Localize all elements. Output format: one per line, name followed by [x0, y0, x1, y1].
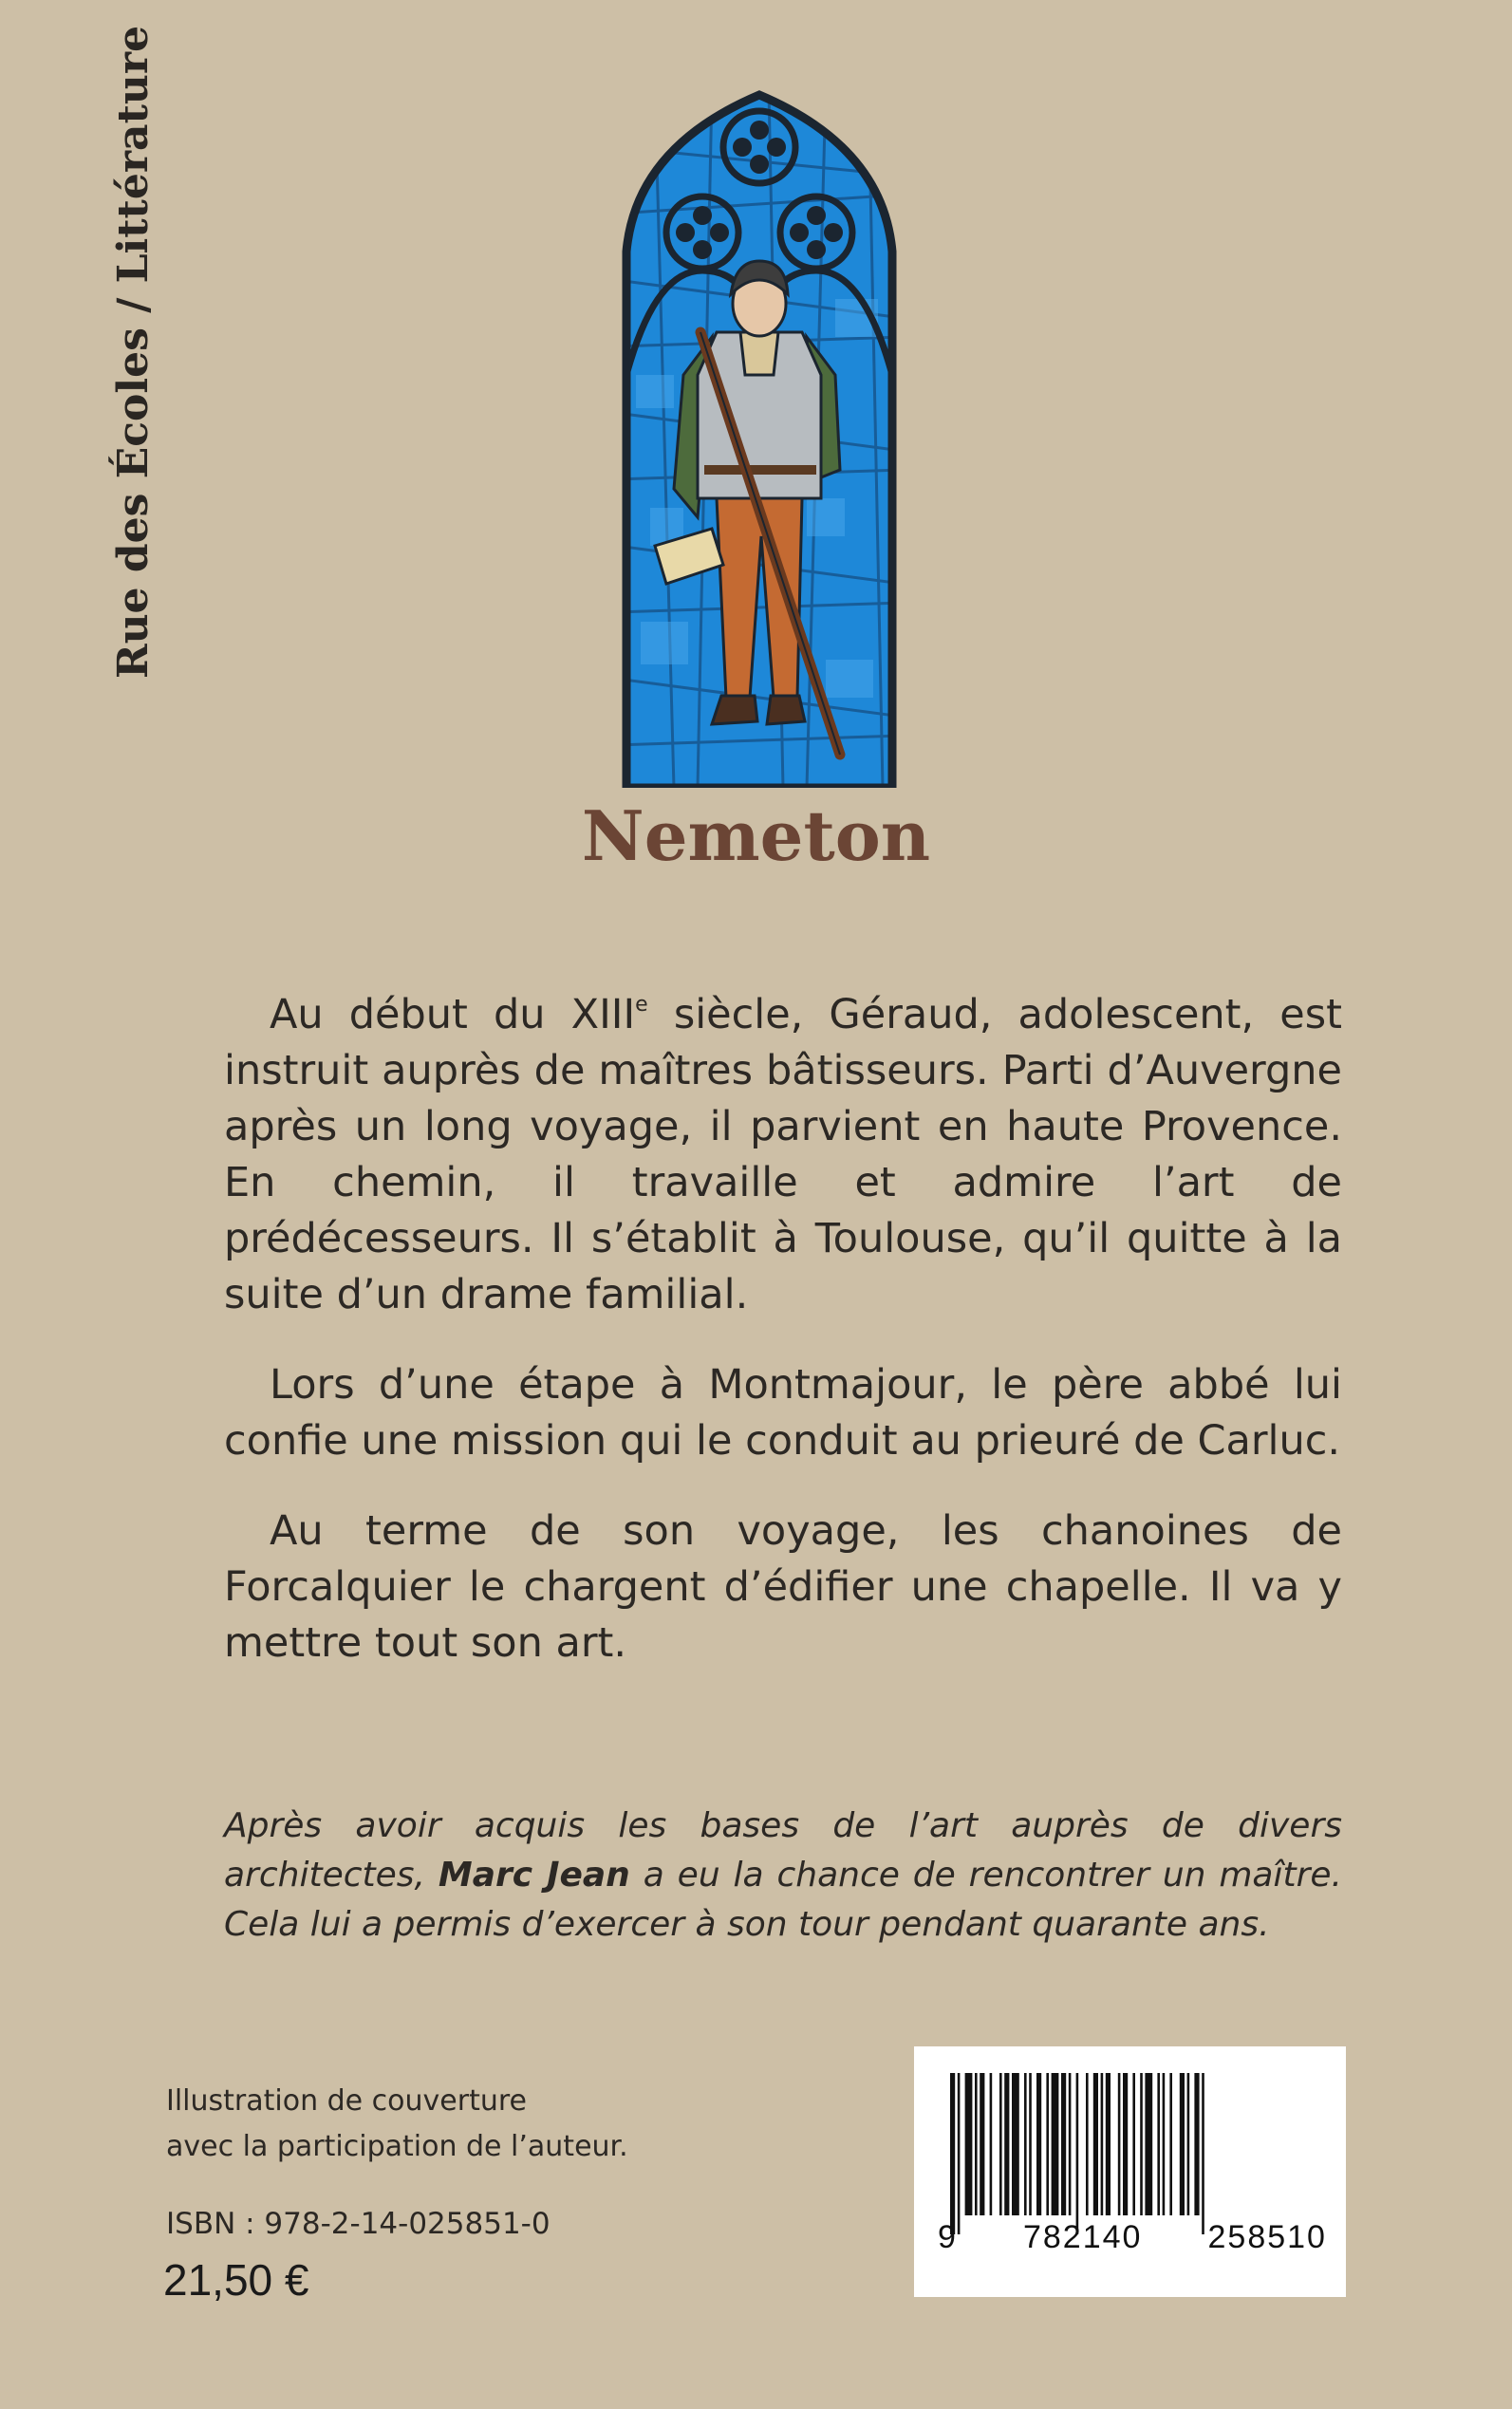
barcode-bar	[958, 2073, 961, 2234]
barcode-bar	[1169, 2073, 1172, 2215]
book-title: Nemeton	[581, 795, 931, 876]
barcode-bar	[1118, 2073, 1121, 2215]
barcode-bar	[1101, 2073, 1104, 2215]
barcode-bar	[1163, 2073, 1166, 2215]
barcode-bar	[1052, 2073, 1059, 2215]
synopsis-paragraph-2: Lors d’une étape à Montmajour, le père abbé lui confie une mission qui le conduit au prieuré de Carluc.	[224, 1361, 1342, 1465]
synopsis-paragraph-3: Au terme de son voyage, les chanoines de Forcalquier le chargent d’édifier une chapelle. Il va y mettre tout son art.	[224, 1507, 1342, 1667]
barcode-bar	[1093, 2073, 1098, 2215]
barcode	[914, 2046, 1346, 2297]
barcode-bar	[1140, 2073, 1143, 2215]
barcode-bar	[1194, 2073, 1199, 2215]
barcode-bar	[1086, 2073, 1089, 2215]
barcode-bar	[1036, 2073, 1041, 2215]
barcode-bar	[999, 2073, 1002, 2215]
barcode-bar	[1061, 2073, 1066, 2215]
isbn: ISBN : 978-2-14-025851-0	[166, 2207, 551, 2241]
barcode-bar	[1132, 2073, 1135, 2215]
barcode-bar	[1180, 2073, 1185, 2215]
price: 21,50 €	[163, 2255, 309, 2305]
barcode-bar	[1029, 2073, 1032, 2215]
illustration-credit: Illustration de couverture avec la participation de l’auteur.	[166, 2084, 628, 2163]
barcode-digits: 9 782140 258510	[938, 2219, 1327, 2255]
barcode-bar	[990, 2073, 993, 2215]
barcode-bar	[1076, 2073, 1079, 2234]
synopsis	[224, 987, 1342, 1706]
barcode-bar	[1187, 2073, 1190, 2215]
barcode-bar	[1024, 2073, 1027, 2215]
barcode-bar	[1106, 2073, 1111, 2215]
barcode-bar	[1145, 2073, 1152, 2215]
barcode-bar	[975, 2073, 978, 2215]
barcode-bars	[914, 2046, 1346, 2236]
barcode-bar	[980, 2073, 984, 2215]
barcode-bar	[1202, 2073, 1204, 2234]
synopsis-paragraph-1: Au début du XIIIe siècle, Géraud, adolescent, est instruit auprès de maîtres bâtisseurs. Parti d’Auvergne après un long voyage, il parvient en haute Provence. En chemin, il travaille et admire l’art de prédécesseurs. Il s’établit à Toulouse, qu’il quitte à la suite d’un drame familial.	[224, 991, 1342, 1318]
barcode-bar	[1123, 2073, 1128, 2215]
barcode-bar	[1004, 2073, 1009, 2215]
barcode-bar	[965, 2073, 973, 2215]
barcode-bar	[1069, 2073, 1072, 2215]
barcode-bar	[1157, 2073, 1160, 2215]
stained-glass-window-illustration	[617, 90, 902, 788]
spine-collection-label: Rue des Écoles / Littérature	[109, 25, 158, 679]
author-name: Marc Jean	[438, 1856, 630, 1895]
barcode-bar	[950, 2073, 955, 2234]
barcode-bar	[1012, 2073, 1019, 2215]
barcode-bar	[1046, 2073, 1049, 2215]
author-bio: Après avoir acquis les bases de l’art auprès de divers architectes, Marc Jean a eu la chance de rencontrer un maître. Cela lui a permis d’exercer à son tour pendant quarante ans.	[224, 1806, 1343, 1944]
